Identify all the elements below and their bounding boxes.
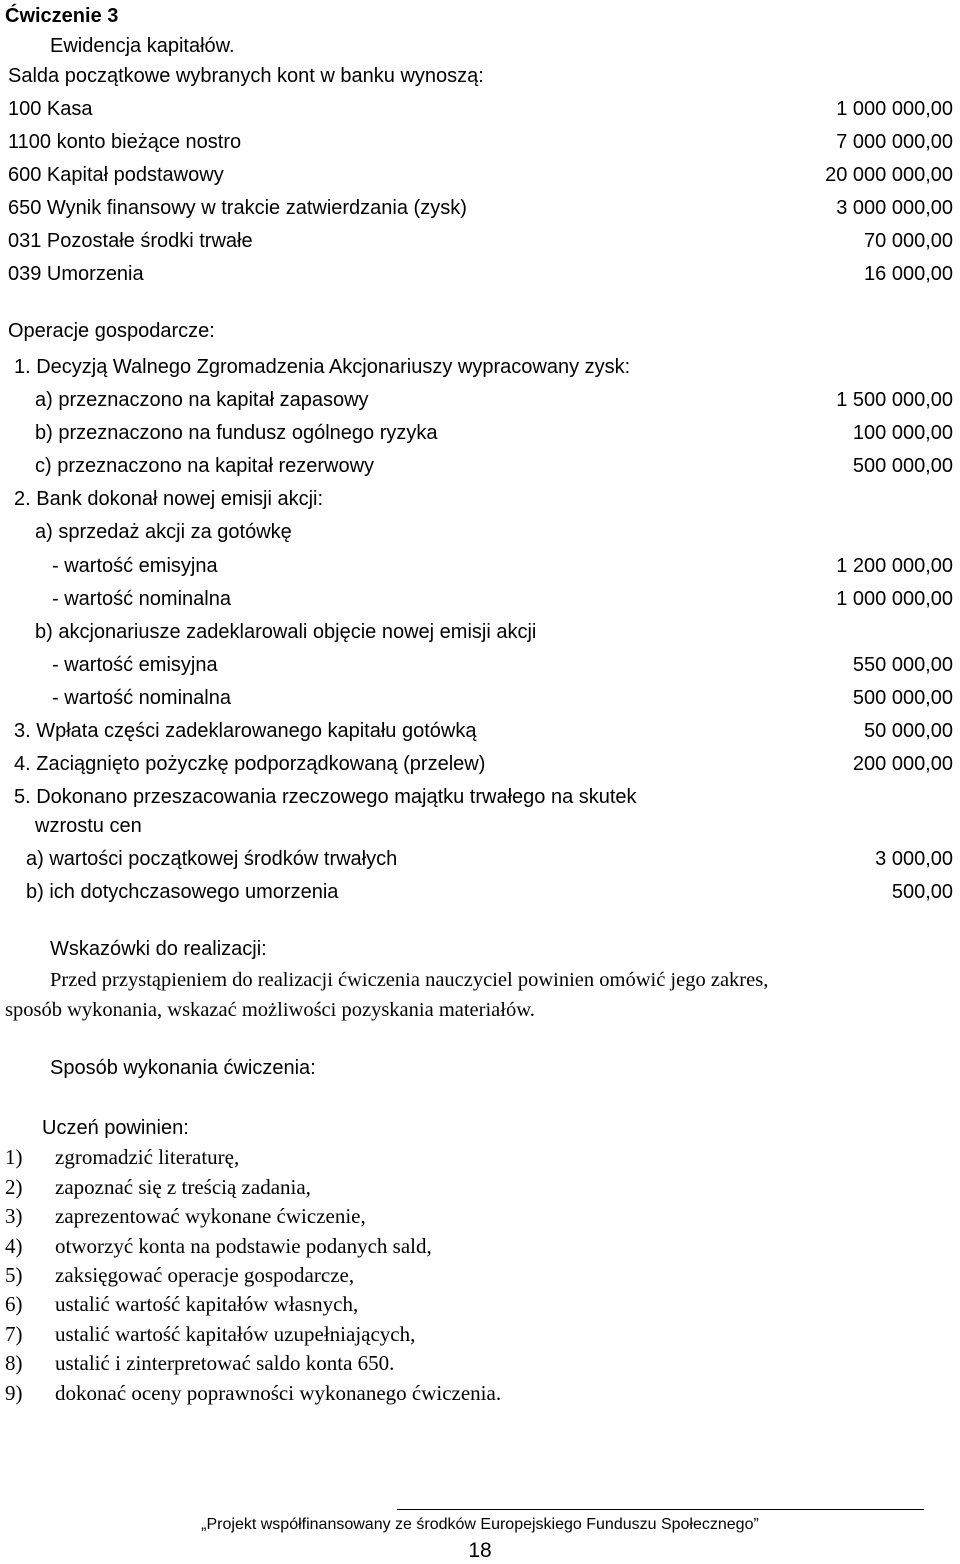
task-number: 1) (5, 1145, 23, 1169)
task-number: 8) (5, 1351, 23, 1375)
task-text: zaksięgować operacje gospodarcze, (55, 1263, 355, 1287)
hints-title: Wskazówki do realizacji: (50, 938, 267, 960)
task-number: 2) (5, 1175, 23, 1199)
footer-rule (397, 1509, 924, 1510)
operation-title: 3. Wpłata części zadeklarowanego kapitału gotówką (14, 720, 477, 742)
balance-label: 031 Pozostałe środki trwałe (8, 230, 253, 252)
operation-item-amount: 500 000,00 (852, 687, 953, 709)
balances-intro: Salda początkowe wybranych kont w banku wynoszą: (8, 65, 484, 87)
operation-item-amount: 3 000,00 (875, 848, 953, 870)
operation-item-amount: 1 500 000,00 (836, 389, 953, 411)
balance-amount: 70 000,00 (864, 230, 953, 252)
operation-item-amount: 500 000,00 (852, 455, 953, 477)
operation-item-amount: 500,00 (891, 881, 953, 903)
task-text: ustalić i zinterpretować saldo konta 650. (55, 1351, 395, 1375)
balance-amount: 7 000 000,00 (836, 131, 953, 153)
operations-title: Operacje gospodarcze: (8, 320, 215, 342)
operation-item-amount: 1 200 000,00 (836, 555, 953, 577)
operation-item-label: - wartość nominalna (52, 588, 231, 610)
task-text: zgromadzić literaturę, (55, 1145, 240, 1169)
operation-subsection-title: b) akcjonariusze zadeklarowali objęcie nowej emisji akcji (35, 621, 537, 643)
balance-label: 600 Kapitał podstawowy (8, 164, 224, 186)
exercise-subtitle: Ewidencja kapitałów. (50, 35, 235, 57)
operation-item-amount: 100 000,00 (852, 422, 953, 444)
operation-item-label: - wartość nominalna (52, 687, 231, 709)
operation-item-label: c) przeznaczono na kapitał rezerwowy (35, 455, 375, 477)
task-number: 4) (5, 1234, 23, 1258)
balance-label: 100 Kasa (8, 98, 93, 120)
task-text: ustalić wartość kapitałów uzupełniających, (55, 1322, 416, 1346)
balance-amount: 20 000 000,00 (825, 164, 953, 186)
balance-label: 1100 konto bieżące nostro (8, 131, 242, 153)
task-text: dokonać oceny poprawności wykonanego ćwiczenia. (55, 1381, 502, 1405)
balance-amount: 3 000 000,00 (836, 197, 953, 219)
operation-item-label: b) ich dotychczasowego umorzenia (26, 881, 339, 903)
student-title: Uczeń powinien: (42, 1117, 189, 1139)
method-title: Sposób wykonania ćwiczenia: (50, 1057, 316, 1079)
hints-text-line: Przed przystąpieniem do realizacji ćwiczenia nauczyciel powinien omówić jego zakres, (50, 969, 769, 991)
hints-text-line: sposób wykonania, wskazać możliwości pozyskania materiałów. (5, 999, 535, 1021)
operation-title: 1. Decyzją Walnego Zgromadzenia Akcjonariuszy wypracowany zysk: (14, 356, 631, 378)
operation-item-amount: 550 000,00 (852, 654, 953, 676)
balance-amount: 16 000,00 (864, 263, 953, 285)
task-text: zaprezentować wykonane ćwiczenie, (55, 1204, 366, 1228)
operation-item-amount: 1 000 000,00 (836, 588, 953, 610)
footer-project-text: „Projekt współfinansowany ze środków Europejskiego Funduszu Społecznego” (201, 1516, 759, 1533)
operation-item-label: - wartość emisyjna (52, 555, 218, 577)
task-number: 5) (5, 1263, 23, 1287)
operation-item-label: b) przeznaczono na fundusz ogólnego ryzyka (35, 422, 438, 444)
operation-title: 5. Dokonano przeszacowania rzeczowego majątku trwałego na skutek (14, 786, 637, 808)
operation-item-amount: 200 000,00 (852, 753, 953, 775)
operation-item-amount: 50 000,00 (864, 720, 953, 742)
task-number: 7) (5, 1322, 23, 1346)
operation-item-label: a) przeznaczono na kapitał zapasowy (35, 389, 369, 411)
exercise-heading: Ćwiczenie 3 (5, 5, 119, 27)
operation-subsection-title: a) sprzedaż akcji za gotówkę (35, 521, 292, 543)
balance-label: 650 Wynik finansowy w trakcie zatwierdzania (zysk) (8, 197, 467, 219)
operation-item-label: - wartość emisyjna (52, 654, 218, 676)
task-text: ustalić wartość kapitałów własnych, (55, 1292, 359, 1316)
task-number: 3) (5, 1204, 23, 1228)
balance-label: 039 Umorzenia (8, 263, 144, 285)
task-number: 9) (5, 1381, 23, 1405)
operation-title: 4. Zaciągnięto pożyczkę podporządkowaną (przelew) (14, 753, 486, 775)
page-number: 18 (468, 1539, 492, 1562)
balance-amount: 1 000 000,00 (836, 98, 953, 120)
task-text: zapoznać się z treścią zadania, (55, 1175, 311, 1199)
operation-item-label: a) wartości początkowej środków trwałych (26, 848, 398, 870)
task-number: 6) (5, 1292, 23, 1316)
operation-title-continued: wzrostu cen (35, 815, 142, 837)
task-text: otworzyć konta na podstawie podanych sald, (55, 1234, 432, 1258)
operation-title: 2. Bank dokonał nowej emisji akcji: (14, 488, 324, 510)
